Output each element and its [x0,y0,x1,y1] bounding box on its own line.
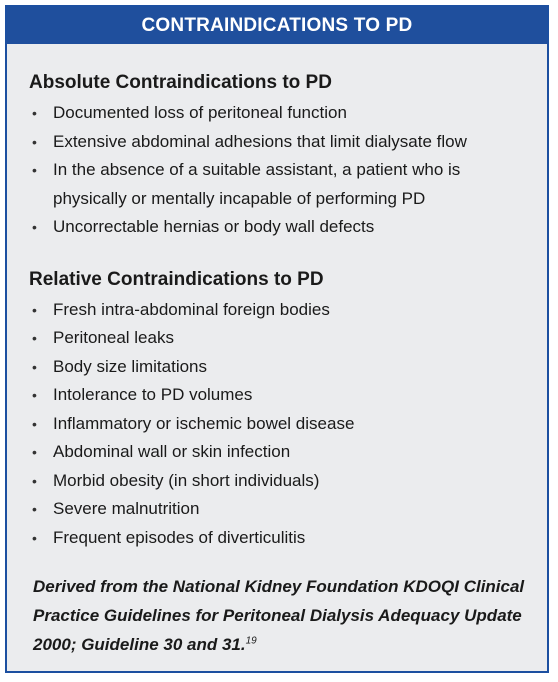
list-item: • Documented loss of peritoneal function [29,99,537,128]
list-item: • Peritoneal leaks [29,324,537,353]
list-item: • Frequent episodes of diverticulitis [29,524,537,553]
relative-list [29,296,537,553]
relative-title: Relative Contraindications to PD [29,268,324,290]
list-item: • Uncorrectable hernias or body wall defects [29,213,537,242]
citation-text: Derived from the National Kidney Foundation KDOQI Clinical Practice Guidelines for Peritoneal Dialysis Adequacy Update 2000; Guideline 30 and 31. [33,577,525,654]
list-item: • Inflammatory or ischemic bowel disease [29,410,537,439]
list-item: • In the absence of a suitable assistant, a patient who is physically or mentally incapable of performing PD [29,156,537,213]
bullet-icon: • [32,301,37,318]
bullet-icon: • [32,219,37,235]
bullet-icon: • [32,415,37,432]
list-item: • Extensive abdominal adhesions that limit dialysate flow [29,128,537,157]
bullet-icon: • [32,133,37,150]
list-item: • Morbid obesity (in short individuals) [29,467,537,496]
absolute-title: Absolute Contraindications to PD [29,72,332,93]
list-item: • Abdominal wall or skin infection [29,438,537,467]
list-item: • Fresh intra-abdominal foreign bodies [29,296,537,325]
list-item: • Severe malnutrition [29,495,537,524]
box-header [7,7,547,44]
bullet-icon: • [32,501,37,517]
bullet-icon: • [32,529,37,546]
citation-ref: 19 [245,635,257,647]
box-title: CONTRAINDICATIONS TO PD [141,15,413,36]
contraindications-box [5,5,549,673]
citation [7,572,547,659]
bullet-icon: • [32,472,37,489]
bullet-icon: • [32,330,37,346]
absolute-list [29,99,537,242]
list-item: • Body size limitations [29,353,537,382]
relative-section [7,266,547,553]
bullet-icon: • [32,162,37,178]
list-item: • Intolerance to PD volumes [29,381,537,410]
bullet-icon: • [32,387,37,403]
bullet-icon: • [32,444,37,460]
absolute-section [7,69,547,242]
bullet-icon: • [32,358,37,375]
bullet-icon: • [32,105,37,121]
